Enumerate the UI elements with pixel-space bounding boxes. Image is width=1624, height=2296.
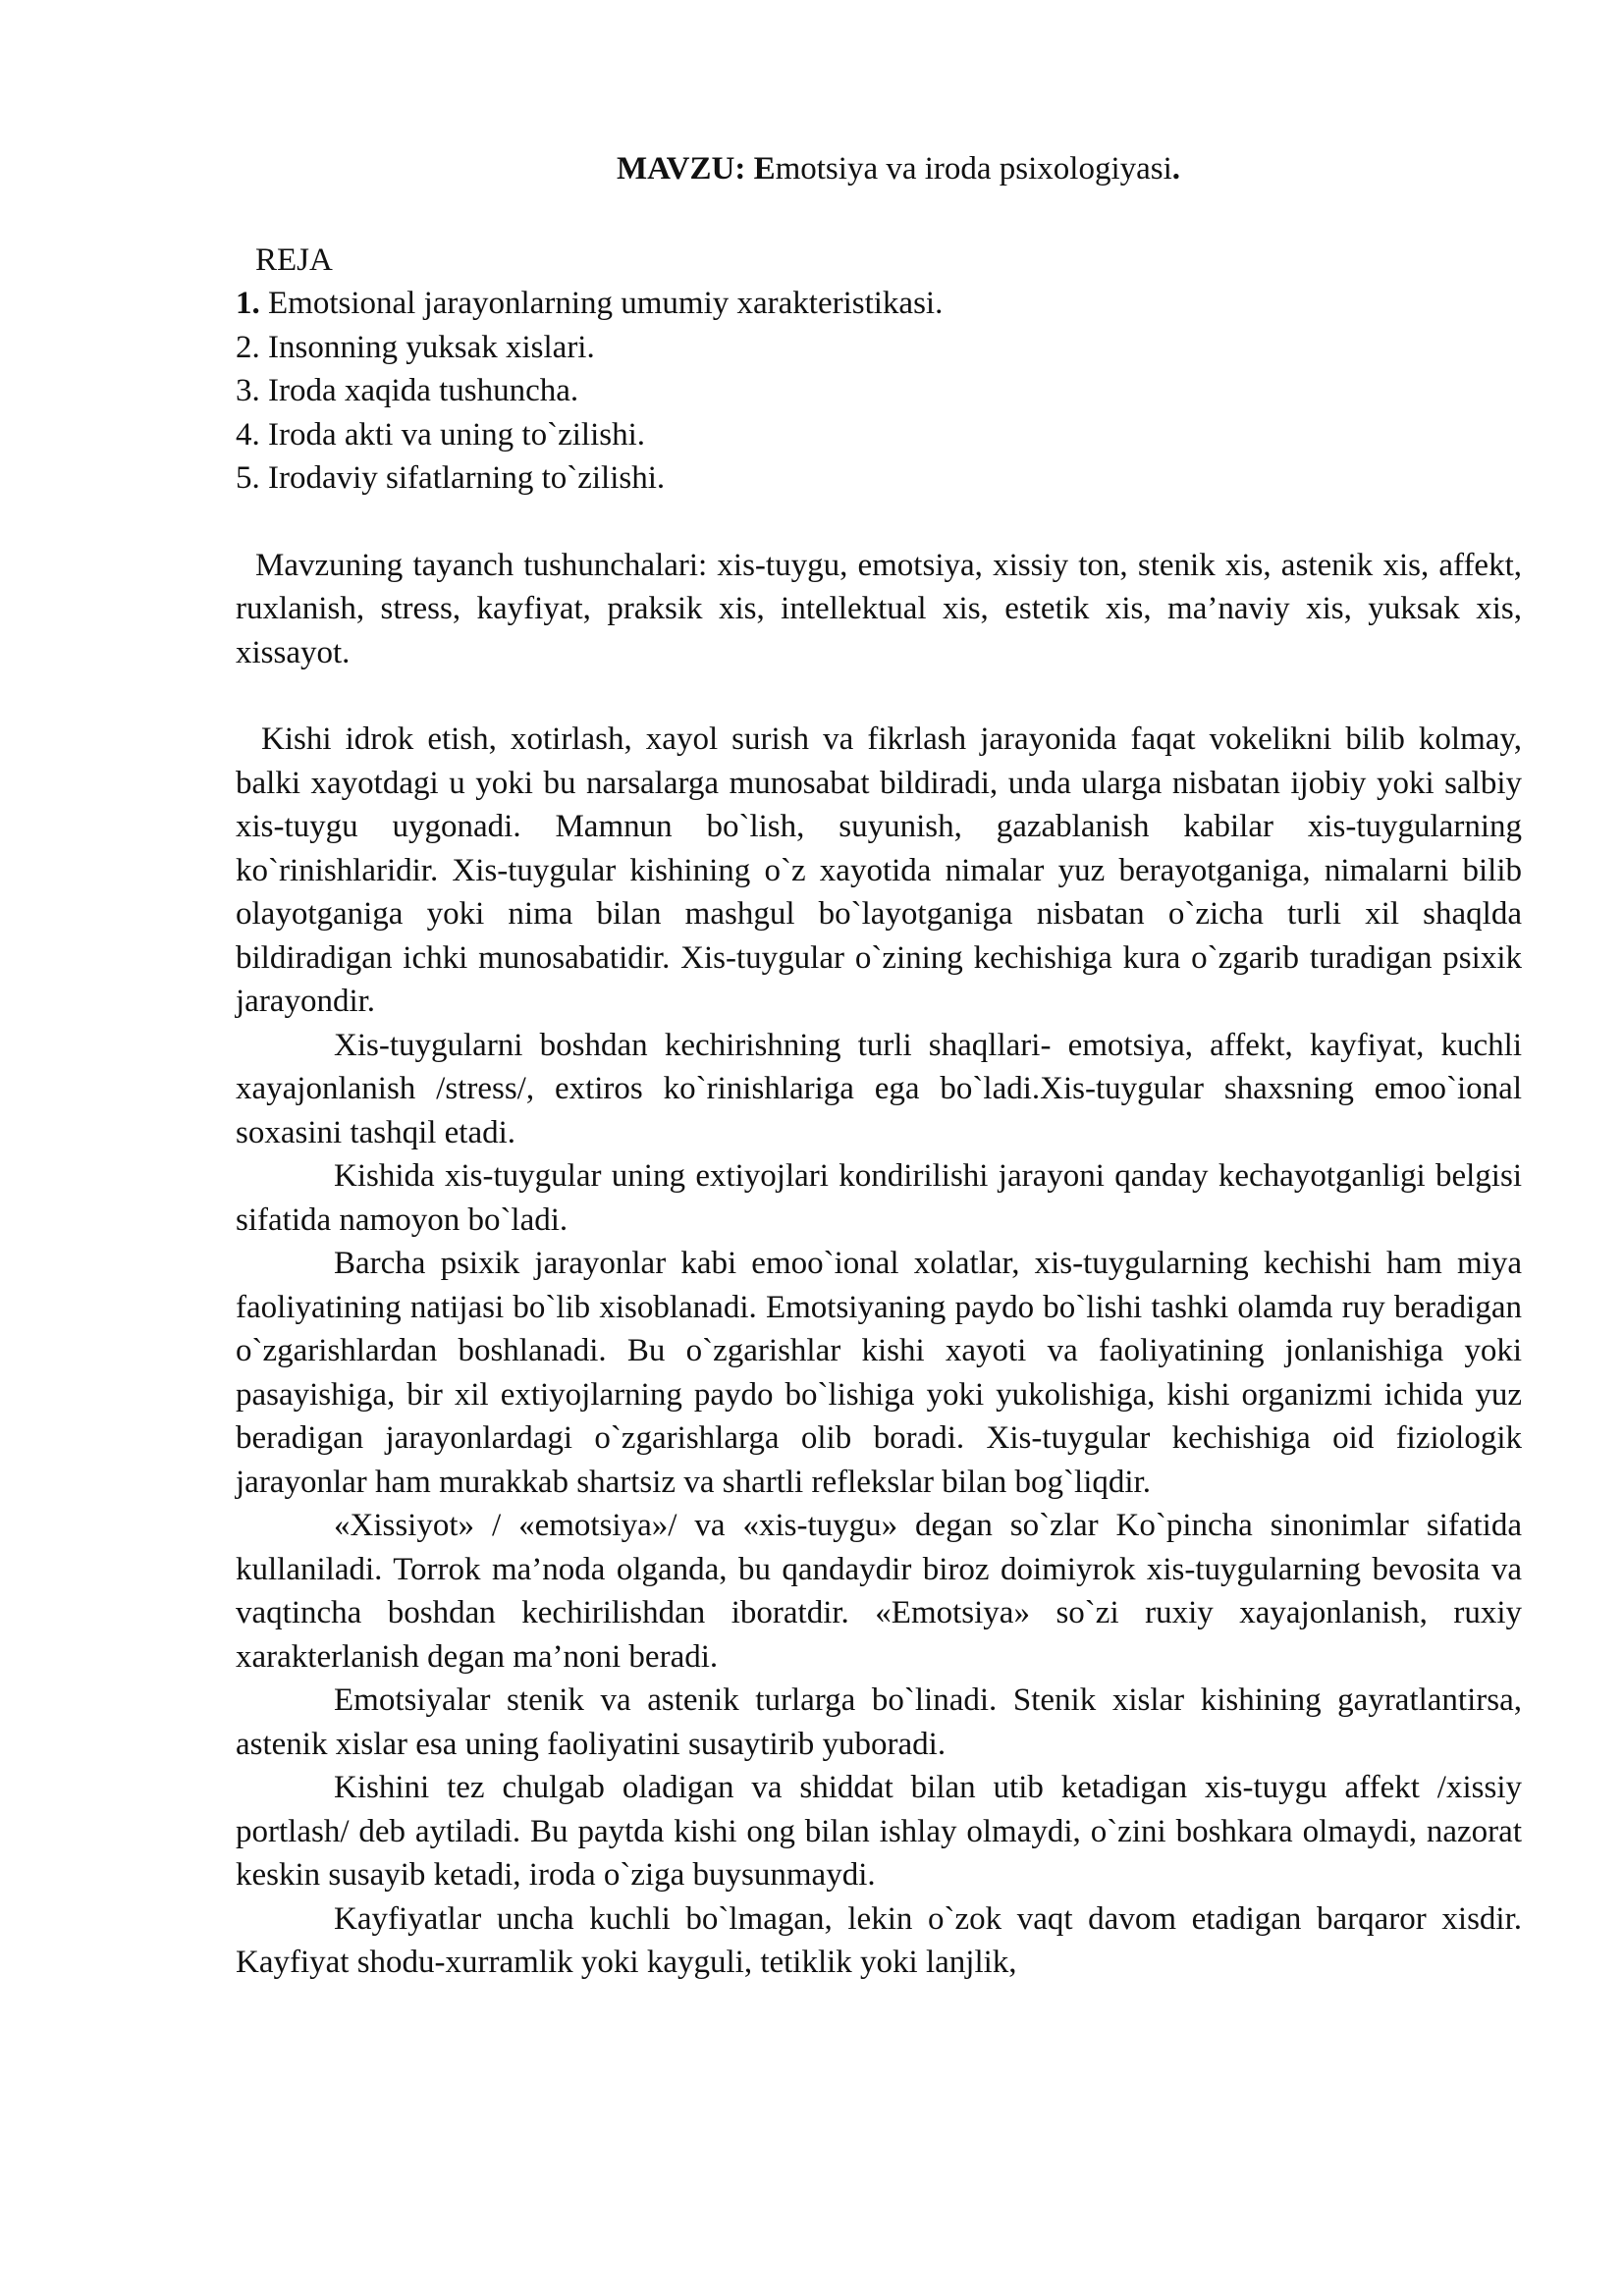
body-paragraph: Xis-tuygularni boshdan kechirishning turli shaqllari- emotsiya, affekt, kayfiyat, kuchli xayajonlanish /stress/, extiros ko`rinishlariga ega bo`ladi.Xis-tuygular shaxsning emoo`ional soxasini tashqil etadi. [236, 1027, 1522, 1150]
plan-item-number: 5. [236, 460, 260, 496]
plan-item [236, 282, 1522, 326]
plan-item-text: Iroda akti va uning to`zilishi. [259, 416, 645, 453]
plan-list [236, 282, 1522, 501]
body-paragraph: Barcha psixik jarayonlar kabi emoo`ional xolatlar, xis-tuygularning kechishi ham miya faoliyatining natijasi bo`lib xisoblanadi. Emotsiyaning paydo bo`lishi tashki olamda ruy beradigan o`zgarishlardan boshlanadi. Bu o`zgarishlar kishi xayoti va faoliyatining jonlanishiga yoki pasayishiga, bir xil extiyojlarning paydo bo`lishiga yoki yukolishiga, kishi organizmi ichida yuz beradigan jarayonlardagi o`zgarishlarga olib boradi. Xis-tuygular kechishiga oid fiziologik jarayonlar ham murakkab shartsiz va shartli reflekslar bilan bog`liqdir. [236, 1246, 1522, 1500]
document-page [236, 147, 1522, 1985]
plan-item-number: 3. [236, 373, 260, 408]
plan-heading: REJA [255, 241, 333, 278]
plan-item [236, 456, 1522, 501]
plan-item-text: Irodaviy sifatlarning to`zilishi. [259, 460, 666, 496]
plan-item-text: Emotsional jarayonlarning umumiy xarakteristikasi. [259, 286, 944, 321]
plan-item [236, 326, 1522, 370]
plan-item-number: 1. [236, 286, 260, 321]
page-title [236, 147, 1522, 191]
title-first-letter: E [753, 151, 776, 187]
plan-item-text: Iroda xaqida tushuncha. [259, 373, 579, 408]
title-text: motsiya va iroda psixologiyasi [775, 151, 1172, 187]
plan-item-text: Insonning yuksak xislari. [259, 329, 595, 365]
body-paragraph: «Xissiyot» / «emotsiya»/ va «xis-tuygu» degan so`zlar Ko`pincha sinonimlar sifatida kullaniladi. Torrok ma’noda olganda, bu qandaydir biroz doimiyrok xis-tuygularning bevosita va vaqtincha boshdan kechirilishdan iboratdir. «Emotsiya» so`zi ruxiy xayajonlanish, ruxiy xarakterlanish degan ma’noni beradi. [236, 1508, 1522, 1675]
title-period: . [1171, 151, 1181, 187]
plan-item [236, 369, 1522, 413]
key-concepts-paragraph: Mavzuning tayanch tushunchalari: xis-tuygu, emotsiya, xissiy ton, stenik xis, astenik xis, affekt, ruxlanish, stress, kayfiyat, praksik xis, intellektual xis, estetik xis, ma’naviy xis, yuksak xis, xissayot. [236, 547, 1522, 670]
plan-item [236, 413, 1522, 457]
body-paragraph: Emotsiyalar stenik va astenik turlarga bo`linadi. Stenik xislar kishining gayratlantirsa, astenik xislar esa uning faoliyatini susaytirib yuboradi. [236, 1682, 1522, 1762]
plan-item-number: 4. [236, 416, 260, 453]
title-label: MAVZU: [616, 151, 746, 187]
body-paragraph: Kayfiyatlar uncha kuchli bo`lmagan, lekin o`zok vaqt davom etadigan barqaror xisdir. Kayfiyat shodu-xurramlik yoki kayguli, tetiklik yoki lanjlik, [236, 1900, 1522, 1980]
body-paragraph: Kishi idrok etish, xotirlash, xayol surish va fikrlash jarayonida faqat vokelikni bilib kolmay, balki xayotdagi u yoki bu narsalarga munosabat bildiradi, unda ularga nisbatan ijobiy yoki salbiy xis-tuygu uygonadi. Mamnun bo`lish, suyunish, gazablanish kabilar xis-tuygularning ko`rinishlaridir. Xis-tuygular kishining o`z xayotida nimalar yuz berayotganiga, nimalarni bilib olayotganiga yoki nima bilan mashgul bo`layotganiga nisbatan o`zicha turli xil shaqlda bildiradigan ichki munosabatidir. Xis-tuygular o`zining kechishiga kura o`zgarib turadigan psixik jarayondir. [236, 721, 1522, 1019]
body-paragraph: Kishida xis-tuygular uning extiyojlari kondirilishi jarayoni qanday kechayotganligi belgisi sifatida namoyon bo`ladi. [236, 1158, 1522, 1238]
body-paragraph: Kishini tez chulgab oladigan va shiddat bilan utib ketadigan xis-tuygu affekt /xissiy portlash/ deb aytiladi. Bu paytda kishi ong bilan ishlay olmaydi, o`zini boshkara olmaydi, nazorat keskin susayib ketadi, iroda o`ziga buysunmaydi. [236, 1770, 1522, 1893]
plan-item-number: 2. [236, 329, 260, 365]
